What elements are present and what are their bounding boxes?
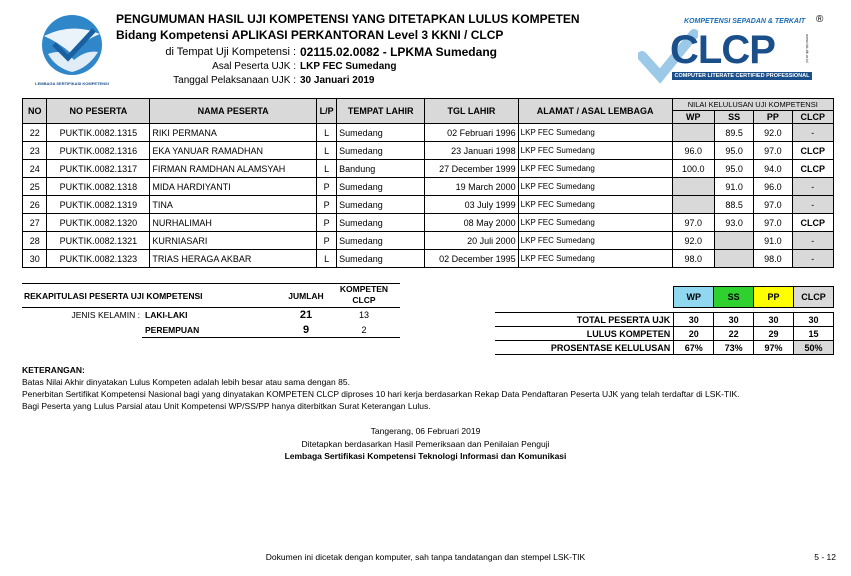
notes-line-3: Bagi Peserta yang Lulus Parsial atau Unit Kompetensi WP/SS/PP hanya diterbitkan Surat Keterangan Lulus. bbox=[22, 401, 431, 411]
table-row bbox=[23, 214, 834, 232]
rekap-clcp-label: CLCP bbox=[352, 295, 376, 305]
clcp-subtitle: COMPUTER LITERATE CERTIFIED PROFESSIONAL bbox=[672, 72, 812, 80]
col-wp: WP bbox=[672, 111, 714, 124]
cell-no: 22 bbox=[23, 124, 47, 142]
cell-tgl: 20 Juli 2000 bbox=[425, 232, 518, 250]
cell-no: 30 bbox=[23, 250, 47, 268]
summary-total-wp: 30 bbox=[674, 313, 714, 327]
cell-wp: 97.0 bbox=[672, 214, 714, 232]
cell-wp bbox=[672, 178, 714, 196]
cell-pp: 97.0 bbox=[754, 196, 792, 214]
summary-header-row bbox=[495, 287, 834, 308]
summary-total-row bbox=[495, 313, 834, 327]
cell-pp: 97.0 bbox=[754, 214, 792, 232]
cell-tempat: Sumedang bbox=[337, 250, 425, 268]
cell-no: 28 bbox=[23, 232, 47, 250]
clcp-logo bbox=[638, 14, 834, 88]
signature-place-date: Tangerang, 06 Februari 2019 bbox=[370, 426, 481, 436]
col-no: NO bbox=[23, 99, 47, 124]
table-row bbox=[23, 142, 834, 160]
rekap-laki-jumlah: 21 bbox=[299, 309, 313, 321]
page-subtitle: Bidang Kompetensi APLIKASI PERKANTORAN Level 3 KKNI / CLCP bbox=[116, 28, 504, 42]
tuk-label: di Tempat Uji Kompetensi : bbox=[165, 46, 296, 58]
signature-line-1: Ditetapkan berdasarkan Hasil Pemeriksaan dan Penilaian Penguji bbox=[301, 439, 550, 449]
col-ss: SS bbox=[715, 111, 754, 124]
col-tempat: TEMPAT LAHIR bbox=[337, 99, 425, 124]
results-table bbox=[22, 98, 834, 268]
rekap-jenis-label: JENIS KELAMIN : bbox=[71, 310, 140, 320]
cell-lp: P bbox=[317, 214, 337, 232]
rekap-laki-label: LAKI-LAKI bbox=[145, 310, 188, 320]
cell-tgl: 02 December 1995 bbox=[425, 250, 518, 268]
rekap-perempuan-clcp: 2 bbox=[361, 325, 367, 335]
table-header-row bbox=[23, 99, 834, 111]
summary-persen-pp: 97% bbox=[754, 341, 794, 355]
cell-id: PUKTIK.0082.1317 bbox=[47, 160, 150, 178]
cell-alamat: LKP FEC Sumedang bbox=[518, 160, 672, 178]
cell-clcp: CLCP bbox=[792, 160, 834, 178]
cell-pp: 91.0 bbox=[754, 232, 792, 250]
cell-id: PUKTIK.0082.1319 bbox=[47, 196, 150, 214]
cell-tgl: 23 Januari 1998 bbox=[425, 142, 518, 160]
cell-clcp: - bbox=[792, 124, 834, 142]
cell-clcp: - bbox=[792, 250, 834, 268]
cell-alamat: LKP FEC Sumedang bbox=[518, 142, 672, 160]
cell-wp: 96.0 bbox=[672, 142, 714, 160]
cell-nama: RIKI PERMANA bbox=[150, 124, 317, 142]
summary-total-clcp: 30 bbox=[794, 313, 834, 327]
cell-pp: 96.0 bbox=[754, 178, 792, 196]
rekap-perempuan-jumlah: 9 bbox=[302, 324, 310, 336]
footer-page-number: 5 - 12 bbox=[814, 552, 836, 562]
col-no-peserta: NO PESERTA bbox=[47, 99, 150, 124]
rekap-section bbox=[22, 283, 402, 339]
cell-nama: KURNIASARI bbox=[150, 232, 317, 250]
cell-tempat: Sumedang bbox=[337, 142, 425, 160]
cell-tgl: 27 December 1999 bbox=[425, 160, 518, 178]
cell-wp: 100.0 bbox=[672, 160, 714, 178]
cell-lp: P bbox=[317, 232, 337, 250]
cell-tgl: 02 Februari 1996 bbox=[425, 124, 518, 142]
cell-no: 25 bbox=[23, 178, 47, 196]
col-tgl: TGL LAHIR bbox=[425, 99, 518, 124]
cell-lp: L bbox=[317, 142, 337, 160]
summary-wp-header: WP bbox=[674, 287, 714, 308]
clcp-tagline: KOMPETENSI SEPADAN & TERKAIT bbox=[684, 18, 806, 25]
cell-nama: TRIAS HERAGA AKBAR bbox=[150, 250, 317, 268]
cell-wp: 98.0 bbox=[672, 250, 714, 268]
table-row bbox=[23, 232, 834, 250]
notes-title: KETERANGAN: bbox=[22, 365, 85, 375]
summary-persen-ss: 73% bbox=[714, 341, 754, 355]
cell-lp: L bbox=[317, 160, 337, 178]
tanggal-label: Tanggal Pelaksanaan UJK : bbox=[173, 75, 296, 86]
cell-pp: 98.0 bbox=[754, 250, 792, 268]
summary-total-ss: 30 bbox=[714, 313, 754, 327]
summary-lulus-row bbox=[495, 327, 834, 341]
cell-ss: 95.0 bbox=[715, 142, 754, 160]
clcp-reg-mark: ® bbox=[816, 14, 824, 25]
cell-clcp: - bbox=[792, 232, 834, 250]
cell-ss: 89.5 bbox=[715, 124, 754, 142]
cell-nama: FIRMAN RAMDHAN ALAMSYAH bbox=[150, 160, 317, 178]
cell-ss: 95.0 bbox=[715, 160, 754, 178]
cell-pp: 97.0 bbox=[754, 142, 792, 160]
cell-no: 27 bbox=[23, 214, 47, 232]
cell-tempat: Sumedang bbox=[337, 214, 425, 232]
cell-id: PUKTIK.0082.1318 bbox=[47, 178, 150, 196]
cell-tempat: Sumedang bbox=[337, 196, 425, 214]
summary-clcp-header: CLCP bbox=[794, 287, 834, 308]
rekap-divider-mid bbox=[22, 307, 400, 308]
lsk-logo-caption: LEMBAGA SERTIFIKASI KOMPETENSI bbox=[35, 81, 109, 86]
cell-wp bbox=[672, 124, 714, 142]
summary-lulus-clcp: 15 bbox=[794, 327, 834, 341]
cell-alamat: LKP FEC Sumedang bbox=[518, 250, 672, 268]
notes-line-1: Batas Nilai Akhir dinyatakan Lulus Kompeten adalah lebih besar atau sama dengan 85. bbox=[22, 377, 350, 387]
cell-id: PUKTIK.0082.1315 bbox=[47, 124, 150, 142]
col-nilai-group: NILAI KELULUSAN UJI KOMPETENSI bbox=[672, 99, 833, 111]
cell-lp: L bbox=[317, 124, 337, 142]
summary-lulus-wp: 20 bbox=[674, 327, 714, 341]
col-alamat: ALAMAT / ASAL LEMBAGA bbox=[518, 99, 672, 124]
cell-no: 26 bbox=[23, 196, 47, 214]
rekap-perempuan-label: PEREMPUAN bbox=[145, 325, 200, 335]
cell-lp: P bbox=[317, 196, 337, 214]
cell-alamat: LKP FEC Sumedang bbox=[518, 196, 672, 214]
cell-nama: EKA YANUAR RAMADHAN bbox=[150, 142, 317, 160]
col-lp: L/P bbox=[317, 99, 337, 124]
cell-clcp: CLCP bbox=[792, 142, 834, 160]
table-row bbox=[23, 160, 834, 178]
summary-ss-header: SS bbox=[714, 287, 754, 308]
table-row bbox=[23, 250, 834, 268]
cell-ss bbox=[715, 250, 754, 268]
cell-id: PUKTIK.0082.1321 bbox=[47, 232, 150, 250]
summary-lulus-pp: 29 bbox=[754, 327, 794, 341]
cell-ss bbox=[715, 232, 754, 250]
summary-table bbox=[495, 286, 834, 355]
table-row bbox=[23, 196, 834, 214]
col-pp: PP bbox=[754, 111, 792, 124]
rekap-kompeten-label: KOMPETEN bbox=[339, 284, 389, 294]
cell-ss: 91.0 bbox=[715, 178, 754, 196]
signature-line-2: Lembaga Sertifikasi Kompetensi Teknologi Informasi dan Komunikasi bbox=[284, 451, 567, 461]
cell-wp: 92.0 bbox=[672, 232, 714, 250]
tuk-value: 02115.02.0082 - LPKMA Sumedang bbox=[300, 45, 497, 59]
clcp-side-url: www.lsk-tik.or.id bbox=[805, 34, 810, 63]
col-nama: NAMA PESERTA bbox=[150, 99, 317, 124]
cell-lp: L bbox=[317, 250, 337, 268]
cell-tgl: 08 May 2000 bbox=[425, 214, 518, 232]
cell-nama: TINA bbox=[150, 196, 317, 214]
cell-tempat: Bandung bbox=[337, 160, 425, 178]
table-row bbox=[23, 124, 834, 142]
summary-total-label: TOTAL PESERTA UJK bbox=[495, 313, 674, 327]
tanggal-value: 30 Januari 2019 bbox=[300, 75, 375, 86]
cell-tgl: 19 March 2000 bbox=[425, 178, 518, 196]
cell-no: 23 bbox=[23, 142, 47, 160]
summary-pp-header: PP bbox=[754, 287, 794, 308]
cell-pp: 92.0 bbox=[754, 124, 792, 142]
cell-lp: P bbox=[317, 178, 337, 196]
cell-id: PUKTIK.0082.1320 bbox=[47, 214, 150, 232]
rekap-divider-bottom bbox=[142, 337, 400, 338]
summary-persen-label: PROSENTASE KELULUSAN bbox=[495, 341, 674, 355]
cell-clcp: - bbox=[792, 178, 834, 196]
page-title: PENGUMUMAN HASIL UJI KOMPETENSI YANG DITETAPKAN LULUS KOMPETEN bbox=[116, 12, 580, 26]
cell-ss: 93.0 bbox=[715, 214, 754, 232]
cell-alamat: LKP FEC Sumedang bbox=[518, 214, 672, 232]
lsk-logo bbox=[34, 14, 110, 84]
cell-nama: NURHALIMAH bbox=[150, 214, 317, 232]
cell-nama: MIDA HARDIYANTI bbox=[150, 178, 317, 196]
col-clcp: CLCP bbox=[792, 111, 834, 124]
clcp-brand: CLCP bbox=[670, 28, 775, 72]
summary-persen-clcp: 50% bbox=[794, 341, 834, 355]
summary-persen-wp: 67% bbox=[674, 341, 714, 355]
cell-tempat: Sumedang bbox=[337, 232, 425, 250]
cell-tgl: 03 July 1999 bbox=[425, 196, 518, 214]
cell-tempat: Sumedang bbox=[337, 124, 425, 142]
cell-no: 24 bbox=[23, 160, 47, 178]
cell-clcp: - bbox=[792, 196, 834, 214]
cell-tempat: Sumedang bbox=[337, 178, 425, 196]
summary-lulus-ss: 22 bbox=[714, 327, 754, 341]
summary-lulus-label: LULUS KOMPETEN bbox=[495, 327, 674, 341]
cell-clcp: CLCP bbox=[792, 214, 834, 232]
summary-total-pp: 30 bbox=[754, 313, 794, 327]
cell-wp bbox=[672, 196, 714, 214]
cell-alamat: LKP FEC Sumedang bbox=[518, 178, 672, 196]
notes-line-2: Penerbitan Sertifikat Kompetensi Nasional bagi yang dinyatakan KOMPETEN CLCP diproses 10 hari kerja berdasarkan Rekap Data Pendaftaran Peserta UJK yang telah terdaftar di LSK-TIK. bbox=[22, 389, 740, 399]
rekap-jumlah-label: JUMLAH bbox=[288, 291, 324, 301]
table-row bbox=[23, 178, 834, 196]
cell-alamat: LKP FEC Sumedang bbox=[518, 124, 672, 142]
rekap-laki-clcp: 13 bbox=[358, 310, 369, 320]
cell-pp: 94.0 bbox=[754, 160, 792, 178]
rekap-title: REKAPITULASI PESERTA UJI KOMPETENSI bbox=[24, 291, 203, 301]
lsk-globe-icon bbox=[34, 14, 110, 76]
asal-value: LKP FEC Sumedang bbox=[300, 61, 397, 72]
summary-persen-row bbox=[495, 341, 834, 355]
cell-ss: 88.5 bbox=[715, 196, 754, 214]
cell-id: PUKTIK.0082.1323 bbox=[47, 250, 150, 268]
cell-id: PUKTIK.0082.1316 bbox=[47, 142, 150, 160]
footer-text: Dokumen ini dicetak dengan komputer, sah tanpa tandatangan dan stempel LSK-TIK bbox=[265, 552, 586, 562]
cell-alamat: LKP FEC Sumedang bbox=[518, 232, 672, 250]
asal-label: Asal Peserta UJK : bbox=[212, 61, 296, 72]
